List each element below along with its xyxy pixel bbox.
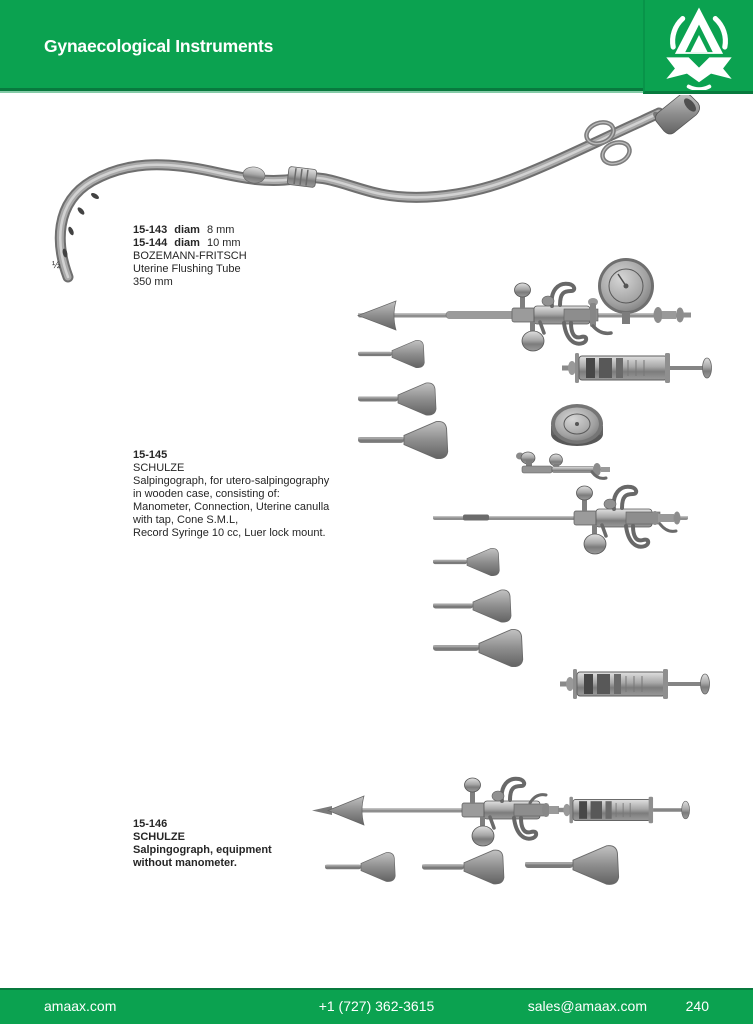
funnel-tip: [651, 95, 699, 134]
product-code: 15-145: [133, 449, 168, 461]
brand-logo: [643, 0, 753, 94]
product-desc-line: Salpingograph, equipment: [133, 844, 272, 856]
diam-label: diam: [174, 237, 200, 249]
diam-label: diam: [174, 224, 200, 236]
product-block-15-146: [133, 818, 272, 870]
product-code: 15-144: [133, 237, 168, 249]
salpingograph-assembled: [312, 778, 690, 846]
product-block-15-143: [133, 224, 247, 289]
product-name: SCHULZE: [133, 462, 185, 474]
product-desc-line: Manometer, Connection, Uterine canulla: [133, 501, 330, 513]
product-row: [133, 224, 247, 237]
cone-large-3: [525, 846, 619, 885]
product-name: SCHULZE: [133, 831, 185, 843]
diam-value: 8 mm: [206, 224, 235, 236]
footer-phone: +1 (727) 362-3615: [318, 998, 435, 1014]
footer-email-link[interactable]: sales@amaax.com: [527, 998, 647, 1014]
uterine-cannula-with-tap: [433, 486, 688, 554]
product-block-15-145: [133, 449, 329, 540]
amaax-logo-icon: [655, 4, 743, 90]
product-row: [133, 237, 247, 250]
product-name: BOZEMANN-FRITSCH: [133, 250, 247, 262]
salpingograph-set-illustration: [350, 256, 753, 718]
cone-small-2: [433, 548, 499, 575]
product-desc-line: Record Syringe 10 cc, Luer lock mount.: [133, 527, 326, 539]
tube-ribbed-collar: [287, 166, 317, 187]
cone-medium-2: [433, 590, 511, 622]
cone-medium-3: [422, 850, 504, 884]
product-desc-line: in wooden case, consisting of:: [133, 488, 280, 500]
product-code: 15-143: [133, 224, 168, 236]
scale-indicator: ½: [52, 260, 61, 271]
product-desc-line: Salpingograph, for utero-salpingography: [133, 475, 330, 487]
record-syringe-2: [560, 669, 710, 699]
salpingograph-with-manometer: [358, 258, 691, 351]
product-desc-line: 350 mm: [133, 276, 173, 288]
cone-large-2: [433, 629, 523, 666]
cone-small: [358, 340, 424, 367]
footer-page-number: 240: [685, 998, 709, 1014]
cone-small-3: [325, 852, 395, 881]
record-syringe: [562, 353, 712, 383]
connection-piece: [516, 452, 610, 478]
product-desc-line: Uterine Flushing Tube: [133, 263, 241, 275]
header-divider-light: [0, 91, 753, 93]
cone-medium: [358, 383, 436, 415]
product-code: 15-146: [133, 818, 168, 830]
footer-bar: [0, 988, 753, 1024]
cone-large: [358, 421, 448, 458]
page-title: Gynaecological Instruments: [44, 36, 274, 56]
manometer-dial: [551, 404, 603, 446]
product-desc-line: with tap, Cone S.M.L,: [133, 514, 239, 526]
product-desc-line: without manometer.: [133, 857, 237, 869]
attached-syringe: [558, 797, 690, 823]
diam-value: 10 mm: [206, 237, 241, 249]
salpingograph-no-manometer-illustration: [300, 765, 725, 905]
footer-website-link[interactable]: amaax.com: [44, 998, 117, 1014]
